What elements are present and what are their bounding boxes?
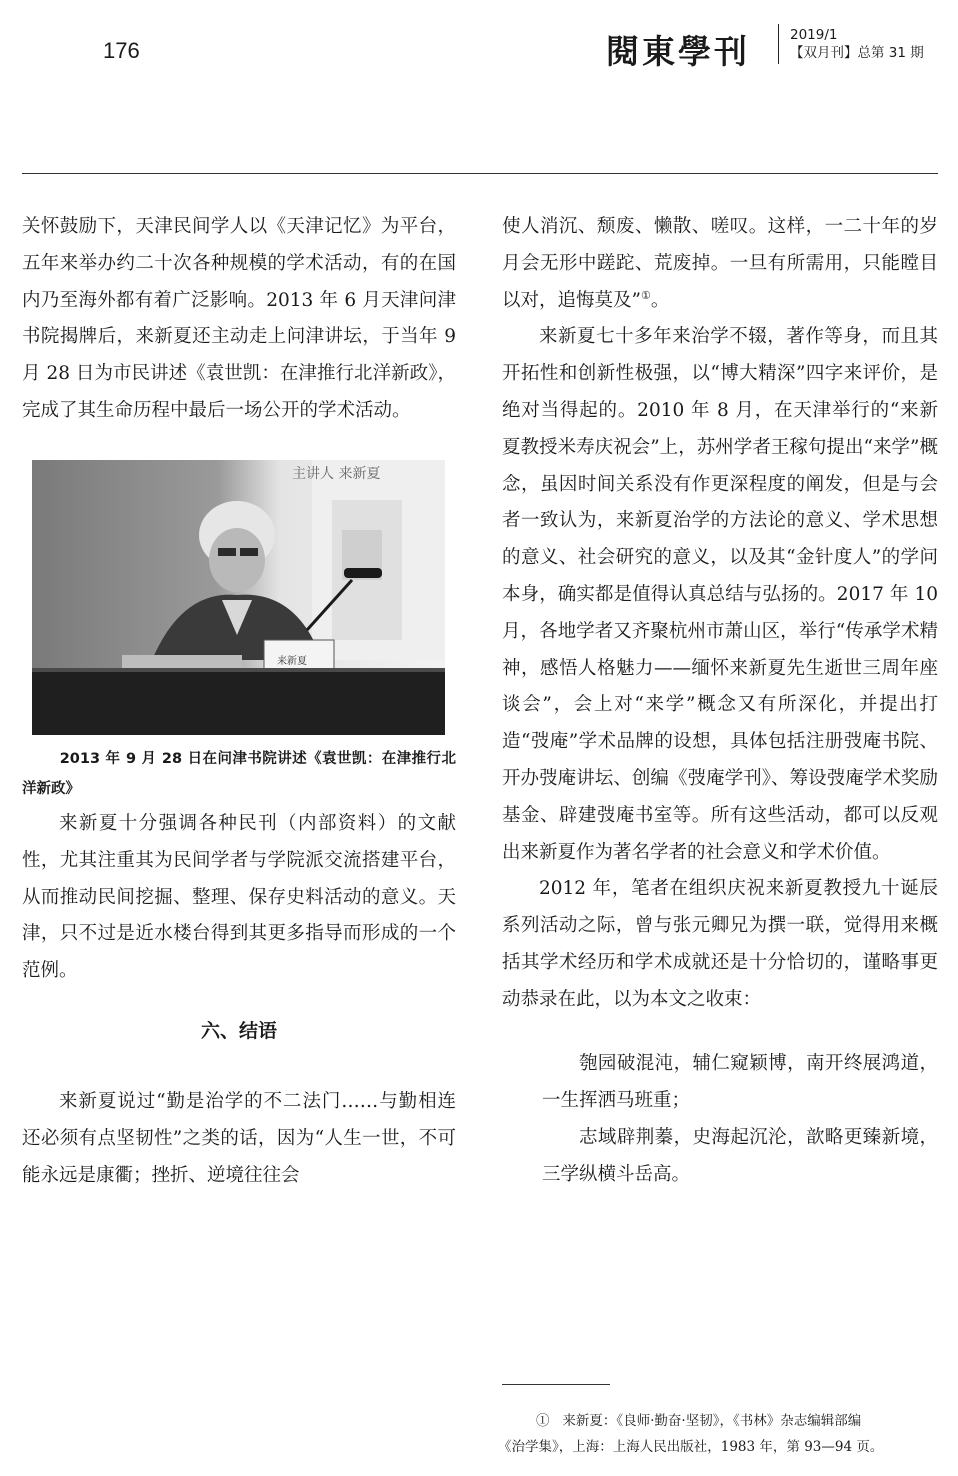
footnote	[498, 1408, 938, 1460]
left-paragraph-1: 关怀鼓励下，天津民间学人以《天津记忆》为平台，五年来举办约二十次各种规模的学术活动，有的在国内乃至海外都有着广泛影响。2013 年 6 月天津问津书院揭牌后，来新夏还主动走上问津讲坛，于当年 9 月 28 日为市民讲述《袁世凯：在津推行北洋新政》，完成了其生命历程中最后一场公开的学术活动。	[22, 216, 456, 421]
photo-nameplate-text: 来新夏	[277, 656, 307, 667]
left-column-top	[22, 209, 456, 430]
couplet-line-1: 匏园破混沌，辅仁窥颖博，南开终展鸿道，一生挥洒马班重；	[542, 1053, 938, 1111]
header-divider	[778, 24, 779, 64]
footnote-line-2: 《治学集》，上海：上海人民出版社，1983 年，第 93—94 页。	[498, 1439, 884, 1455]
lecture-photo-illustration	[32, 460, 445, 735]
footnote-rule	[502, 1384, 610, 1385]
footnote-text-1: 来新夏：《良师·勤奋·坚韧》，《书林》杂志编辑部编	[562, 1413, 862, 1429]
right-paragraph-1	[502, 209, 938, 319]
footnote-line-1	[502, 1408, 938, 1434]
footnote-reference[interactable]: ①	[640, 288, 651, 302]
journal-title: 閱東學刊	[606, 32, 750, 71]
photo-banner-text: 主讲人 来新夏	[292, 466, 381, 482]
section-heading: 六、结语	[200, 1020, 277, 1042]
right-column	[502, 209, 938, 1019]
left-paragraph-2: 来新夏十分强调各种民刊（内部资料）的文献性，尤其注重其为民间学者与学院派交流搭建平台，从而推动民间挖掘、整理、保存史料活动的意义。天津，只不过是近水楼台得到其更多指导而形成的一个范例。	[22, 813, 456, 982]
issue-info	[790, 26, 924, 62]
left-column-middle	[22, 806, 456, 990]
footnote-marker: ①	[536, 1413, 550, 1429]
right-paragraph-1-end: 。	[650, 289, 670, 311]
right-paragraph-1-text: 使人消沉、颓废、懒散、嗟叹。这样，一二十年的岁月会无形中蹉跎、荒废掉。一旦有所需用，只能瞠目以对，追悔莫及”	[502, 216, 938, 311]
left-column-bottom	[22, 1084, 456, 1194]
lecture-photo	[32, 460, 445, 735]
couplet-second-line	[542, 1120, 938, 1194]
header-rule	[22, 173, 938, 174]
issue-number: 【双月刊】总第 31 期	[790, 45, 924, 61]
right-paragraph-2: 来新夏七十多年来治学不辍，著作等身，而且其开拓性和创新性极强，以“博大精深”四字来评价，是绝对当得起的。2010 年 8 月，在天津举行的“来新夏教授米寿庆祝会”上，苏州学者王稼句提出“来学”概念，虽因时间关系没有作更深程度的阐发，但是与会者一致认为，来新夏治学的方法论的意义、学术思想的意义、社会研究的意义，以及其“金针度人”的学问本身，确实都是值得认真总结与弘扬的。2017 年 10 月，各地学者又齐聚杭州市萧山区，举行“传承学术精神，感悟人格魅力——缅怀来新夏先生逝世三周年座谈会”，会上对“来学”概念又有所深化，并提出打造“弢庵”学术品牌的设想，具体包括注册弢庵书院、开办弢庵讲坛、创编《弢庵学刊》、筹设弢庵学术奖励基金、辟建弢庵书室等。所有这些活动，都可以反观出来新夏作为著名学者的社会意义和学术价值。	[502, 326, 938, 863]
right-paragraph-3: 2012 年，笔者在组织庆祝来新夏教授九十诞辰系列活动之际，曾与张元卿兄为撰一联，觉得用来概括其学术经历和学术成就还是十分恰切的，谨略事更动恭录在此，以为本文之收束：	[502, 878, 938, 1010]
couplet-first-line	[542, 1046, 938, 1120]
couplet-line-2: 志域辟荆蓁，史海起沉沦，歆略更臻新境，三学纵横斗岳高。	[542, 1127, 938, 1185]
page-number: 176	[103, 38, 140, 63]
issue-year: 2019/1	[790, 27, 838, 43]
left-paragraph-3: 来新夏说过“勤是治学的不二法门……与勤相连还必须有点坚韧性”之类的话，因为“人生一世，不可能永远是康衢；挫折、逆境往往会	[22, 1091, 456, 1186]
photo-caption: 2013 年 9 月 28 日在问津书院讲述《袁世凯：在津推行北洋新政》	[22, 751, 456, 797]
